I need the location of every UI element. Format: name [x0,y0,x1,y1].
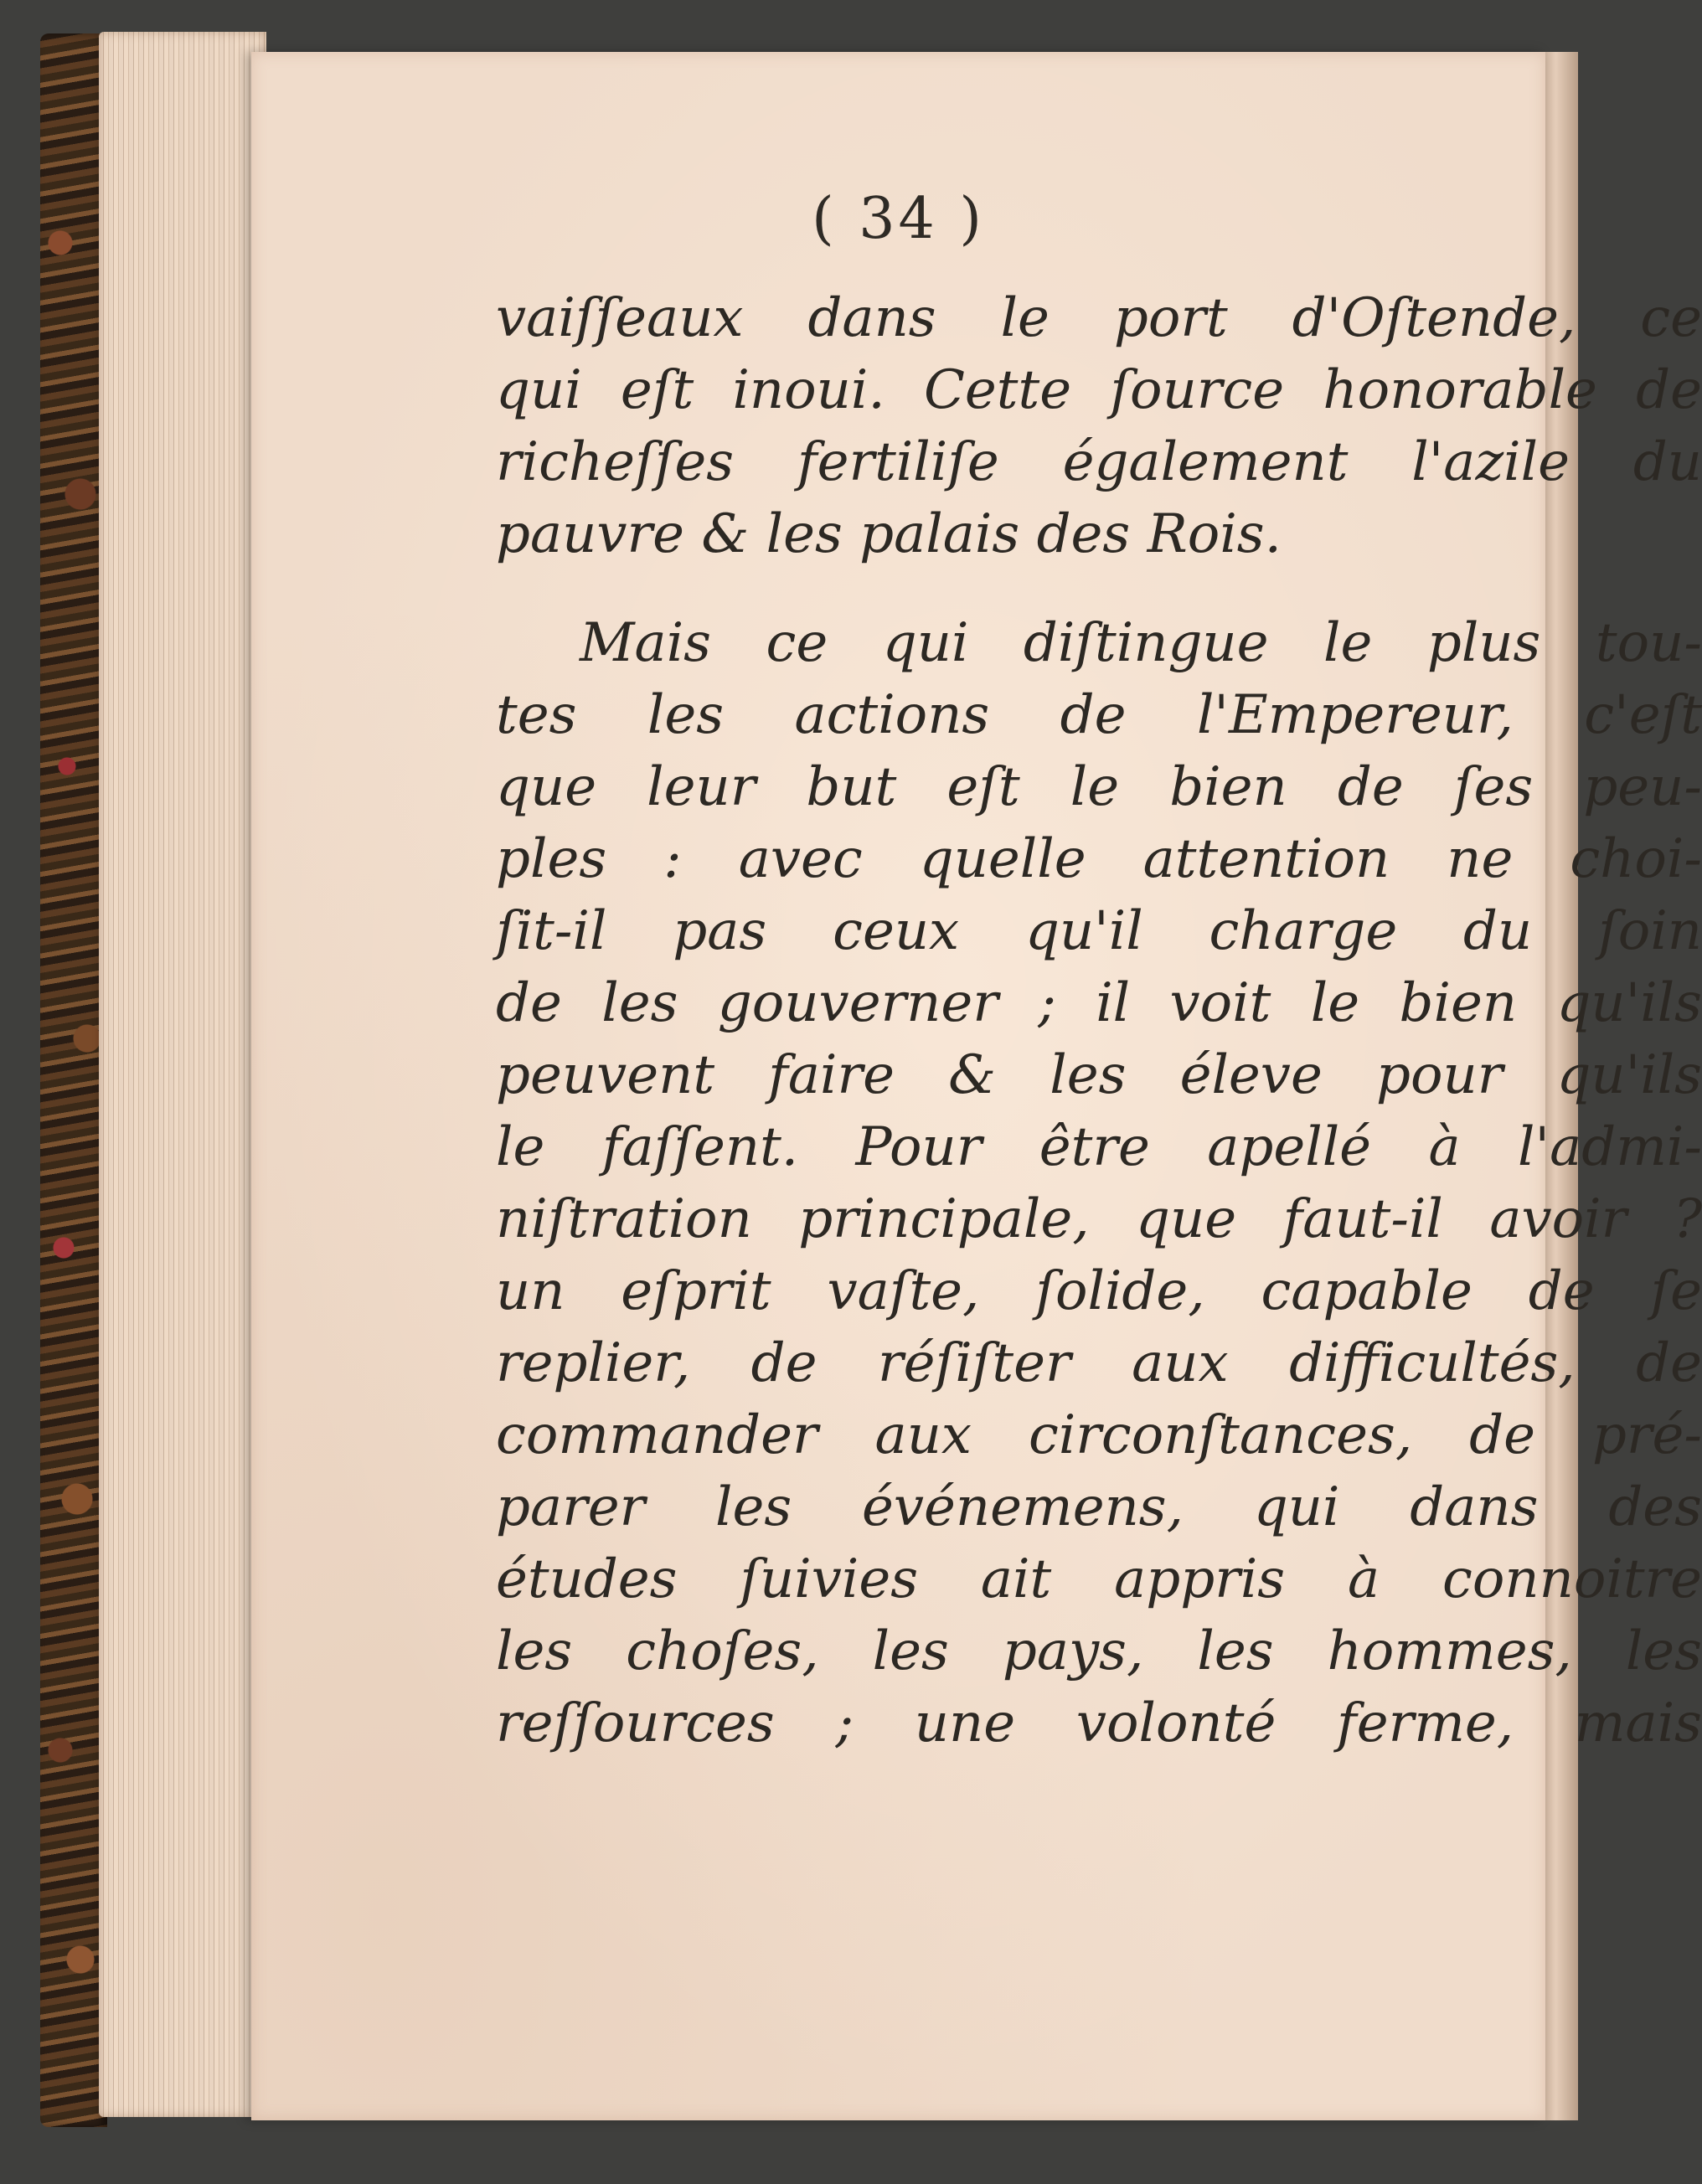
text-line: un eſprit vaſte, ſolide, capable de ſe [496,1260,1702,1322]
text-line: reſſources ; une volonté ferme, mais [496,1692,1702,1754]
text-line: pauvre & les palais des Rois. [496,503,1282,565]
text-line: commander aux circonſtances, de pré- [496,1404,1702,1466]
book-page [251,52,1702,2120]
paragraph-gap [496,570,1702,607]
page-edges [99,32,266,2117]
paragraph-2 [496,607,1702,1759]
text-line: les choſes, les pays, les hommes, les [496,1620,1702,1682]
paragraph-1 [496,282,1702,570]
text-line: de les gouverner ; il voit le bien qu'ils [496,972,1702,1034]
text-line: parer les événemens, qui dans des [496,1476,1702,1538]
text-line: que leur but eſt le bien de ſes peu- [496,756,1702,818]
text-line: tes les actions de l'Empereur, c'eſt [496,684,1702,746]
text-line: peuvent faire & les éleve pour qu'ils [496,1044,1702,1106]
text-line: le faſſent. Pour être apellé à l'admi- [496,1116,1702,1178]
text-line: richeſſes fertiliſe également l'azile du [496,431,1702,493]
text-line: ſit-il pas ceux qu'il charge du ſoin [496,900,1702,962]
text-line: niſtration principale, que faut-il avoir ? [496,1188,1702,1250]
page-number: ( 34 ) [812,186,985,252]
text-line: Mais ce qui diſtingue le plus tou- [580,612,1702,674]
text-line: qui eſt inoui. Cette ſource honorable de [496,359,1702,421]
text-line: ples : avec quelle attention ne choi- [496,828,1702,890]
text-line: replier, de réſiſter aux difficultés, de [496,1332,1702,1394]
text-line: études ſuivies ait appris à connoitre [496,1548,1702,1610]
page-text [496,282,1702,1759]
marbled-binding [40,33,107,2127]
text-line: vaiſſeaux dans le port d'Oſtende, ce [496,287,1702,349]
